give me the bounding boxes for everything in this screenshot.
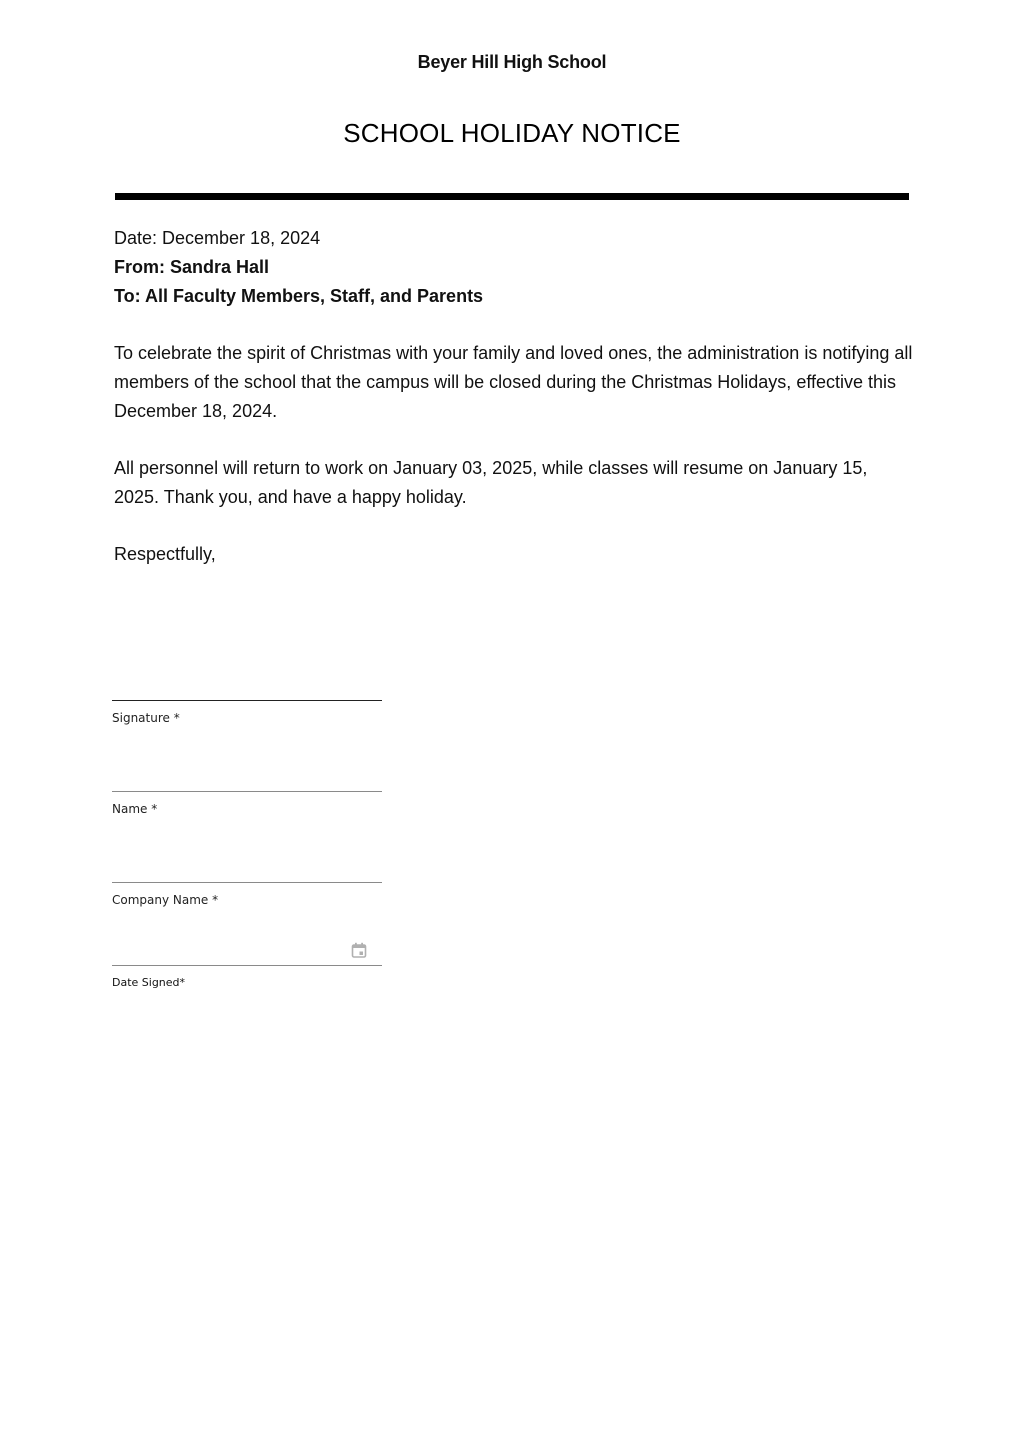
date-signed-field[interactable] bbox=[112, 965, 382, 989]
from-line: From: Sandra Hall bbox=[114, 257, 270, 277]
name-label: Name * bbox=[112, 802, 158, 816]
company-input-line[interactable] bbox=[112, 882, 382, 883]
date-signed-label: Date Signed* bbox=[112, 976, 186, 989]
company-name-label: Company Name * bbox=[112, 893, 219, 907]
page-title: SCHOOL HOLIDAY NOTICE bbox=[343, 118, 681, 148]
company-name-field[interactable] bbox=[112, 882, 382, 907]
body-paragraph-2: All personnel will return to work on January 03, 2025, while classes will resume on January 15, 2025. Thank you, and have a happy holiday. bbox=[114, 458, 868, 507]
closing-text: Respectfully, bbox=[114, 544, 216, 564]
signature-label: Signature * bbox=[112, 711, 180, 725]
signature-line[interactable] bbox=[112, 700, 382, 701]
name-input-line[interactable] bbox=[112, 791, 382, 792]
school-name: Beyer Hill High School bbox=[417, 52, 607, 72]
to-line: To: All Faculty Members, Staff, and Parents bbox=[114, 286, 484, 306]
body-paragraph-1: To celebrate the spirit of Christmas with your family and loved ones, the administration is notifying all members of the school that the campus will be closed during the Christmas Holidays, effective this December 18, 2024. bbox=[114, 343, 913, 421]
name-field[interactable] bbox=[112, 791, 382, 816]
title-divider bbox=[115, 193, 909, 200]
date-signed-input-line[interactable] bbox=[112, 965, 382, 966]
date-line: Date: December 18, 2024 bbox=[114, 228, 321, 248]
signature-field[interactable] bbox=[112, 700, 382, 725]
calendar-icon[interactable] bbox=[351, 942, 367, 958]
